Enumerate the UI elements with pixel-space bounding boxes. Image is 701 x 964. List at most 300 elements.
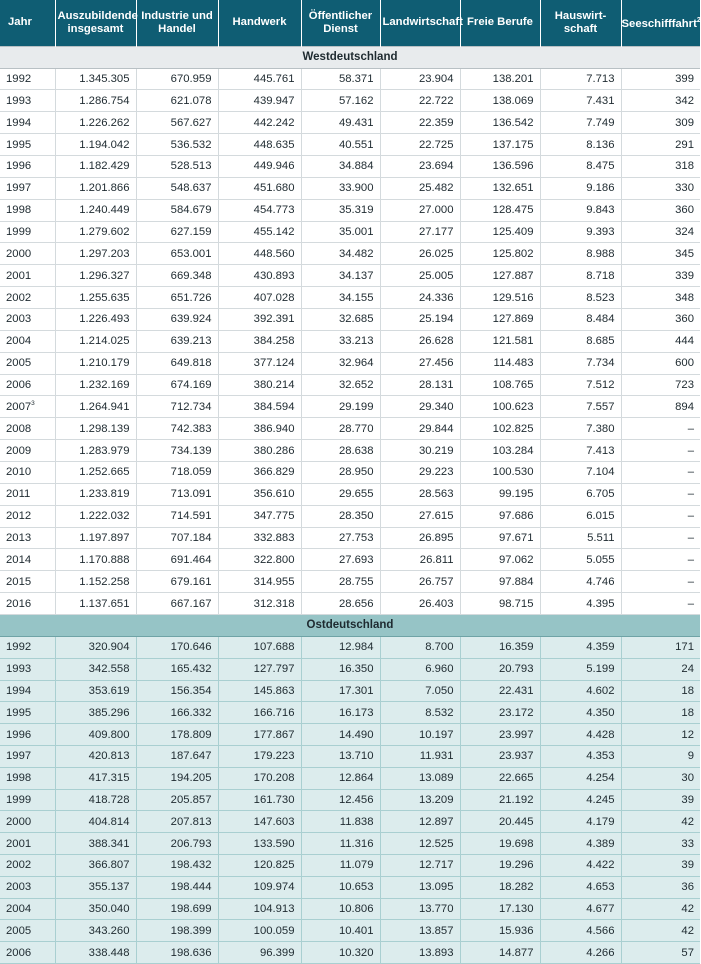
- value-cell: 353.619: [55, 680, 136, 702]
- value-cell: 32.685: [301, 308, 380, 330]
- year-cell: [0, 308, 55, 330]
- value-cell: 330: [621, 177, 700, 199]
- table-row: [0, 374, 700, 396]
- value-cell: 4.353: [540, 745, 621, 767]
- value-cell: 19.698: [460, 833, 540, 855]
- value-cell: 11.931: [380, 745, 460, 767]
- year-cell: [0, 221, 55, 243]
- value-cell: 322.800: [218, 549, 301, 571]
- value-cell: 1.279.602: [55, 221, 136, 243]
- value-cell: 147.603: [218, 811, 301, 833]
- year-cell: [0, 658, 55, 680]
- year-cell: [0, 199, 55, 221]
- value-cell: 137.175: [460, 134, 540, 156]
- column-header-label: Seeschifffahrt: [621, 18, 697, 31]
- year-cell: [0, 177, 55, 199]
- year-cell: [0, 68, 55, 90]
- value-cell: 136.596: [460, 155, 540, 177]
- value-cell: 125.409: [460, 221, 540, 243]
- value-cell: 13.710: [301, 745, 380, 767]
- table-row: [0, 833, 700, 855]
- value-cell: 384.594: [218, 396, 301, 418]
- year-cell: [0, 374, 55, 396]
- table-row: [0, 745, 700, 767]
- value-cell: 25.194: [380, 308, 460, 330]
- table-row: [0, 767, 700, 789]
- value-cell: 57.162: [301, 90, 380, 112]
- value-cell: 399: [621, 68, 700, 90]
- value-cell: 5.055: [540, 549, 621, 571]
- table-row: [0, 898, 700, 920]
- table-row: [0, 724, 700, 746]
- value-cell: 324: [621, 221, 700, 243]
- value-cell: 714.591: [136, 505, 218, 527]
- value-cell: 127.797: [218, 658, 301, 680]
- value-cell: 198.636: [136, 942, 218, 964]
- year-value: 1998: [6, 204, 32, 217]
- value-cell: 712.734: [136, 396, 218, 418]
- value-cell: 338.448: [55, 942, 136, 964]
- value-cell: 4.566: [540, 920, 621, 942]
- value-cell: 39: [621, 854, 700, 876]
- value-cell: 409.800: [55, 724, 136, 746]
- value-cell: 388.341: [55, 833, 136, 855]
- year-cell: [0, 112, 55, 134]
- year-value: 2016: [6, 597, 32, 610]
- value-cell: 36: [621, 876, 700, 898]
- value-cell: 4.422: [540, 854, 621, 876]
- table-row: [0, 854, 700, 876]
- value-cell: 132.651: [460, 177, 540, 199]
- value-cell: 7.749: [540, 112, 621, 134]
- value-cell: 1.252.665: [55, 461, 136, 483]
- value-cell: 165.432: [136, 658, 218, 680]
- year-cell: [0, 593, 55, 615]
- value-cell: 713.091: [136, 483, 218, 505]
- value-cell: 4.254: [540, 767, 621, 789]
- value-cell: 1.197.897: [55, 527, 136, 549]
- table-row: [0, 418, 700, 440]
- value-cell: 21.192: [460, 789, 540, 811]
- value-cell: 418.728: [55, 789, 136, 811]
- value-cell: 392.391: [218, 308, 301, 330]
- value-cell: 9.843: [540, 199, 621, 221]
- value-cell: 4.179: [540, 811, 621, 833]
- value-cell: 1.345.305: [55, 68, 136, 90]
- year-cell: [0, 330, 55, 352]
- value-cell: 5.199: [540, 658, 621, 680]
- value-cell: 430.893: [218, 265, 301, 287]
- year-value: 1992: [6, 72, 32, 85]
- year-value: 1997: [6, 182, 32, 195]
- year-cell: [0, 636, 55, 658]
- table-row: [0, 396, 700, 418]
- value-cell: 100.623: [460, 396, 540, 418]
- column-header: [136, 0, 218, 46]
- value-cell: 312.318: [218, 593, 301, 615]
- value-cell: 102.825: [460, 418, 540, 440]
- value-cell: 207.813: [136, 811, 218, 833]
- value-cell: –: [621, 527, 700, 549]
- value-cell: 342.558: [55, 658, 136, 680]
- value-cell: 7.557: [540, 396, 621, 418]
- value-cell: 28.950: [301, 461, 380, 483]
- value-cell: 127.887: [460, 265, 540, 287]
- value-cell: 385.296: [55, 702, 136, 724]
- value-cell: 97.062: [460, 549, 540, 571]
- section-east: [0, 614, 700, 963]
- value-cell: 30.219: [380, 440, 460, 462]
- table-row: [0, 876, 700, 898]
- year-value: 1993: [6, 94, 32, 107]
- value-cell: 120.825: [218, 854, 301, 876]
- year-cell: [0, 287, 55, 309]
- year-value: 2006: [6, 946, 32, 959]
- value-cell: 198.432: [136, 854, 218, 876]
- year-value: 2000: [6, 247, 32, 260]
- value-cell: 22.359: [380, 112, 460, 134]
- value-cell: 8.532: [380, 702, 460, 724]
- value-cell: 198.699: [136, 898, 218, 920]
- column-header: [621, 0, 700, 46]
- value-cell: 25.005: [380, 265, 460, 287]
- value-cell: 28.770: [301, 418, 380, 440]
- value-cell: 4.350: [540, 702, 621, 724]
- value-cell: 360: [621, 308, 700, 330]
- year-value: 1995: [6, 138, 32, 151]
- value-cell: 1.298.139: [55, 418, 136, 440]
- value-cell: 6.015: [540, 505, 621, 527]
- value-cell: 170.646: [136, 636, 218, 658]
- value-cell: 24: [621, 658, 700, 680]
- column-header-label: Jahr: [8, 16, 32, 29]
- value-cell: 4.266: [540, 942, 621, 964]
- value-cell: 339: [621, 265, 700, 287]
- year-cell: [0, 549, 55, 571]
- value-cell: 8.523: [540, 287, 621, 309]
- value-cell: –: [621, 505, 700, 527]
- year-value: 2003: [6, 313, 32, 326]
- table-row: [0, 942, 700, 964]
- value-cell: 454.773: [218, 199, 301, 221]
- value-cell: 691.464: [136, 549, 218, 571]
- year-cell: [0, 134, 55, 156]
- value-cell: 22.431: [460, 680, 540, 702]
- year-value: 2011: [6, 488, 31, 501]
- value-cell: 13.089: [380, 767, 460, 789]
- value-cell: 198.444: [136, 876, 218, 898]
- value-cell: 100.059: [218, 920, 301, 942]
- value-cell: 16.173: [301, 702, 380, 724]
- value-cell: 198.399: [136, 920, 218, 942]
- year-cell: [0, 724, 55, 746]
- year-value: 2005: [6, 924, 32, 937]
- value-cell: 98.715: [460, 593, 540, 615]
- value-cell: 34.137: [301, 265, 380, 287]
- value-cell: 15.936: [460, 920, 540, 942]
- section-west: [0, 46, 700, 614]
- table-row: [0, 134, 700, 156]
- value-cell: 5.511: [540, 527, 621, 549]
- table-row: [0, 265, 700, 287]
- value-cell: 4.395: [540, 593, 621, 615]
- value-cell: 548.637: [136, 177, 218, 199]
- value-cell: 567.627: [136, 112, 218, 134]
- value-cell: 29.844: [380, 418, 460, 440]
- year-cell: [0, 461, 55, 483]
- table-row: [0, 112, 700, 134]
- value-cell: 26.895: [380, 527, 460, 549]
- value-cell: 23.694: [380, 155, 460, 177]
- value-cell: 4.677: [540, 898, 621, 920]
- table-row: [0, 287, 700, 309]
- value-cell: 350.040: [55, 898, 136, 920]
- value-cell: 386.940: [218, 418, 301, 440]
- value-cell: 1.240.449: [55, 199, 136, 221]
- value-cell: 8.484: [540, 308, 621, 330]
- year-cell: [0, 90, 55, 112]
- value-cell: 314.955: [218, 571, 301, 593]
- value-cell: 1.210.179: [55, 352, 136, 374]
- value-cell: 1.296.327: [55, 265, 136, 287]
- value-cell: 125.802: [460, 243, 540, 265]
- value-cell: 27.000: [380, 199, 460, 221]
- value-cell: 29.199: [301, 396, 380, 418]
- value-cell: 42: [621, 920, 700, 942]
- value-cell: 10.401: [301, 920, 380, 942]
- value-cell: 669.348: [136, 265, 218, 287]
- year-value: 1994: [6, 116, 32, 129]
- value-cell: 29.223: [380, 461, 460, 483]
- section-title: Westdeutschland: [0, 46, 700, 68]
- value-cell: 12.525: [380, 833, 460, 855]
- year-value: 2009: [6, 444, 32, 457]
- value-cell: 1.201.866: [55, 177, 136, 199]
- year-value: 2001: [6, 837, 32, 850]
- value-cell: 34.155: [301, 287, 380, 309]
- value-cell: 380.286: [218, 440, 301, 462]
- year-value: 2004: [6, 335, 32, 348]
- column-header-label: Öffentlicher Dienst: [308, 9, 373, 35]
- year-cell: [0, 505, 55, 527]
- value-cell: 1.232.169: [55, 374, 136, 396]
- year-cell: [0, 767, 55, 789]
- value-cell: 136.542: [460, 112, 540, 134]
- value-cell: 12.864: [301, 767, 380, 789]
- footnote-marker: 2: [696, 17, 701, 25]
- column-header-label: Landwirtschaft: [382, 16, 463, 29]
- year-cell: [0, 418, 55, 440]
- value-cell: 26.757: [380, 571, 460, 593]
- value-cell: 42: [621, 898, 700, 920]
- value-cell: 584.679: [136, 199, 218, 221]
- value-cell: 1.170.888: [55, 549, 136, 571]
- value-cell: 30: [621, 767, 700, 789]
- year-value: 2006: [6, 378, 32, 391]
- year-value: 2002: [6, 291, 32, 304]
- table-row: [0, 243, 700, 265]
- value-cell: 8.700: [380, 636, 460, 658]
- value-cell: 25.482: [380, 177, 460, 199]
- value-cell: 28.350: [301, 505, 380, 527]
- value-cell: 170.208: [218, 767, 301, 789]
- value-cell: 6.705: [540, 483, 621, 505]
- value-cell: 667.167: [136, 593, 218, 615]
- value-cell: 6.960: [380, 658, 460, 680]
- value-cell: 40.551: [301, 134, 380, 156]
- value-cell: 360: [621, 199, 700, 221]
- value-cell: 27.753: [301, 527, 380, 549]
- value-cell: 455.142: [218, 221, 301, 243]
- value-cell: 57: [621, 942, 700, 964]
- value-cell: 18: [621, 702, 700, 724]
- year-value: 1997: [6, 750, 32, 763]
- value-cell: 58.371: [301, 68, 380, 90]
- value-cell: 8.718: [540, 265, 621, 287]
- value-cell: 356.610: [218, 483, 301, 505]
- value-cell: 444: [621, 330, 700, 352]
- year-value: 2008: [6, 422, 32, 435]
- table-row: [0, 155, 700, 177]
- value-cell: 97.884: [460, 571, 540, 593]
- value-cell: 39: [621, 789, 700, 811]
- value-cell: 138.201: [460, 68, 540, 90]
- value-cell: 4.359: [540, 636, 621, 658]
- value-cell: 380.214: [218, 374, 301, 396]
- value-cell: 13.893: [380, 942, 460, 964]
- table-row: [0, 483, 700, 505]
- value-cell: 128.475: [460, 199, 540, 221]
- value-cell: 26.628: [380, 330, 460, 352]
- table-row: [0, 636, 700, 658]
- value-cell: 23.172: [460, 702, 540, 724]
- value-cell: 7.050: [380, 680, 460, 702]
- value-cell: 320.904: [55, 636, 136, 658]
- table-row: [0, 505, 700, 527]
- table-row: [0, 549, 700, 571]
- year-value: 1998: [6, 772, 32, 785]
- column-header-label: Handwerk: [232, 16, 287, 29]
- value-cell: 27.693: [301, 549, 380, 571]
- value-cell: 309: [621, 112, 700, 134]
- year-value: 1999: [6, 225, 32, 238]
- year-cell: [0, 527, 55, 549]
- column-header: [0, 0, 55, 46]
- value-cell: 18.282: [460, 876, 540, 898]
- value-cell: 8.988: [540, 243, 621, 265]
- value-cell: 177.867: [218, 724, 301, 746]
- value-cell: 16.359: [460, 636, 540, 658]
- column-header: [460, 0, 540, 46]
- value-cell: 439.947: [218, 90, 301, 112]
- value-cell: 49.431: [301, 112, 380, 134]
- value-cell: 7.104: [540, 461, 621, 483]
- value-cell: 1.137.651: [55, 593, 136, 615]
- year-cell: [0, 942, 55, 964]
- value-cell: 24.336: [380, 287, 460, 309]
- value-cell: 894: [621, 396, 700, 418]
- value-cell: 7.380: [540, 418, 621, 440]
- value-cell: 11.316: [301, 833, 380, 855]
- table-row: [0, 702, 700, 724]
- year-value: 1993: [6, 663, 32, 676]
- year-value: 2012: [6, 510, 32, 523]
- value-cell: 4.602: [540, 680, 621, 702]
- value-cell: 28.563: [380, 483, 460, 505]
- table-row: [0, 527, 700, 549]
- value-cell: 8.685: [540, 330, 621, 352]
- value-cell: 22.722: [380, 90, 460, 112]
- value-cell: 420.813: [55, 745, 136, 767]
- value-cell: 27.177: [380, 221, 460, 243]
- value-cell: 29.340: [380, 396, 460, 418]
- year-cell: [0, 898, 55, 920]
- value-cell: 96.399: [218, 942, 301, 964]
- value-cell: 32.964: [301, 352, 380, 374]
- value-cell: 28.656: [301, 593, 380, 615]
- value-cell: 42: [621, 811, 700, 833]
- year-value: 2003: [6, 881, 32, 894]
- value-cell: 4.245: [540, 789, 621, 811]
- value-cell: 129.516: [460, 287, 540, 309]
- value-cell: 10.653: [301, 876, 380, 898]
- value-cell: 27.456: [380, 352, 460, 374]
- year-value: 1994: [6, 684, 32, 697]
- value-cell: 13.209: [380, 789, 460, 811]
- year-cell: [0, 876, 55, 898]
- table-row: [0, 330, 700, 352]
- value-cell: 384.258: [218, 330, 301, 352]
- table-row: [0, 177, 700, 199]
- section-title: Ostdeutschland: [0, 614, 700, 636]
- year-value: 2015: [6, 575, 32, 588]
- section-header-row: [0, 614, 700, 636]
- value-cell: 33: [621, 833, 700, 855]
- value-cell: 26.811: [380, 549, 460, 571]
- table-row: [0, 571, 700, 593]
- year-cell: [0, 243, 55, 265]
- value-cell: 23.997: [460, 724, 540, 746]
- year-value: 2013: [6, 531, 32, 544]
- year-cell: [0, 680, 55, 702]
- value-cell: 9: [621, 745, 700, 767]
- value-cell: 23.937: [460, 745, 540, 767]
- value-cell: –: [621, 461, 700, 483]
- value-cell: 11.838: [301, 811, 380, 833]
- table-row: [0, 308, 700, 330]
- value-cell: 600: [621, 352, 700, 374]
- table-row: [0, 593, 700, 615]
- value-cell: 1.255.635: [55, 287, 136, 309]
- value-cell: 100.530: [460, 461, 540, 483]
- value-cell: 348: [621, 287, 700, 309]
- year-value: 1996: [6, 160, 32, 173]
- value-cell: –: [621, 593, 700, 615]
- value-cell: 35.319: [301, 199, 380, 221]
- year-value: 2005: [6, 357, 32, 370]
- value-cell: 166.716: [218, 702, 301, 724]
- value-cell: 366.807: [55, 854, 136, 876]
- year-cell: [0, 854, 55, 876]
- value-cell: 138.069: [460, 90, 540, 112]
- value-cell: 17.301: [301, 680, 380, 702]
- value-cell: 114.483: [460, 352, 540, 374]
- value-cell: 4.746: [540, 571, 621, 593]
- value-cell: 318: [621, 155, 700, 177]
- value-cell: 9.393: [540, 221, 621, 243]
- year-value: 2000: [6, 815, 32, 828]
- column-header: [301, 0, 380, 46]
